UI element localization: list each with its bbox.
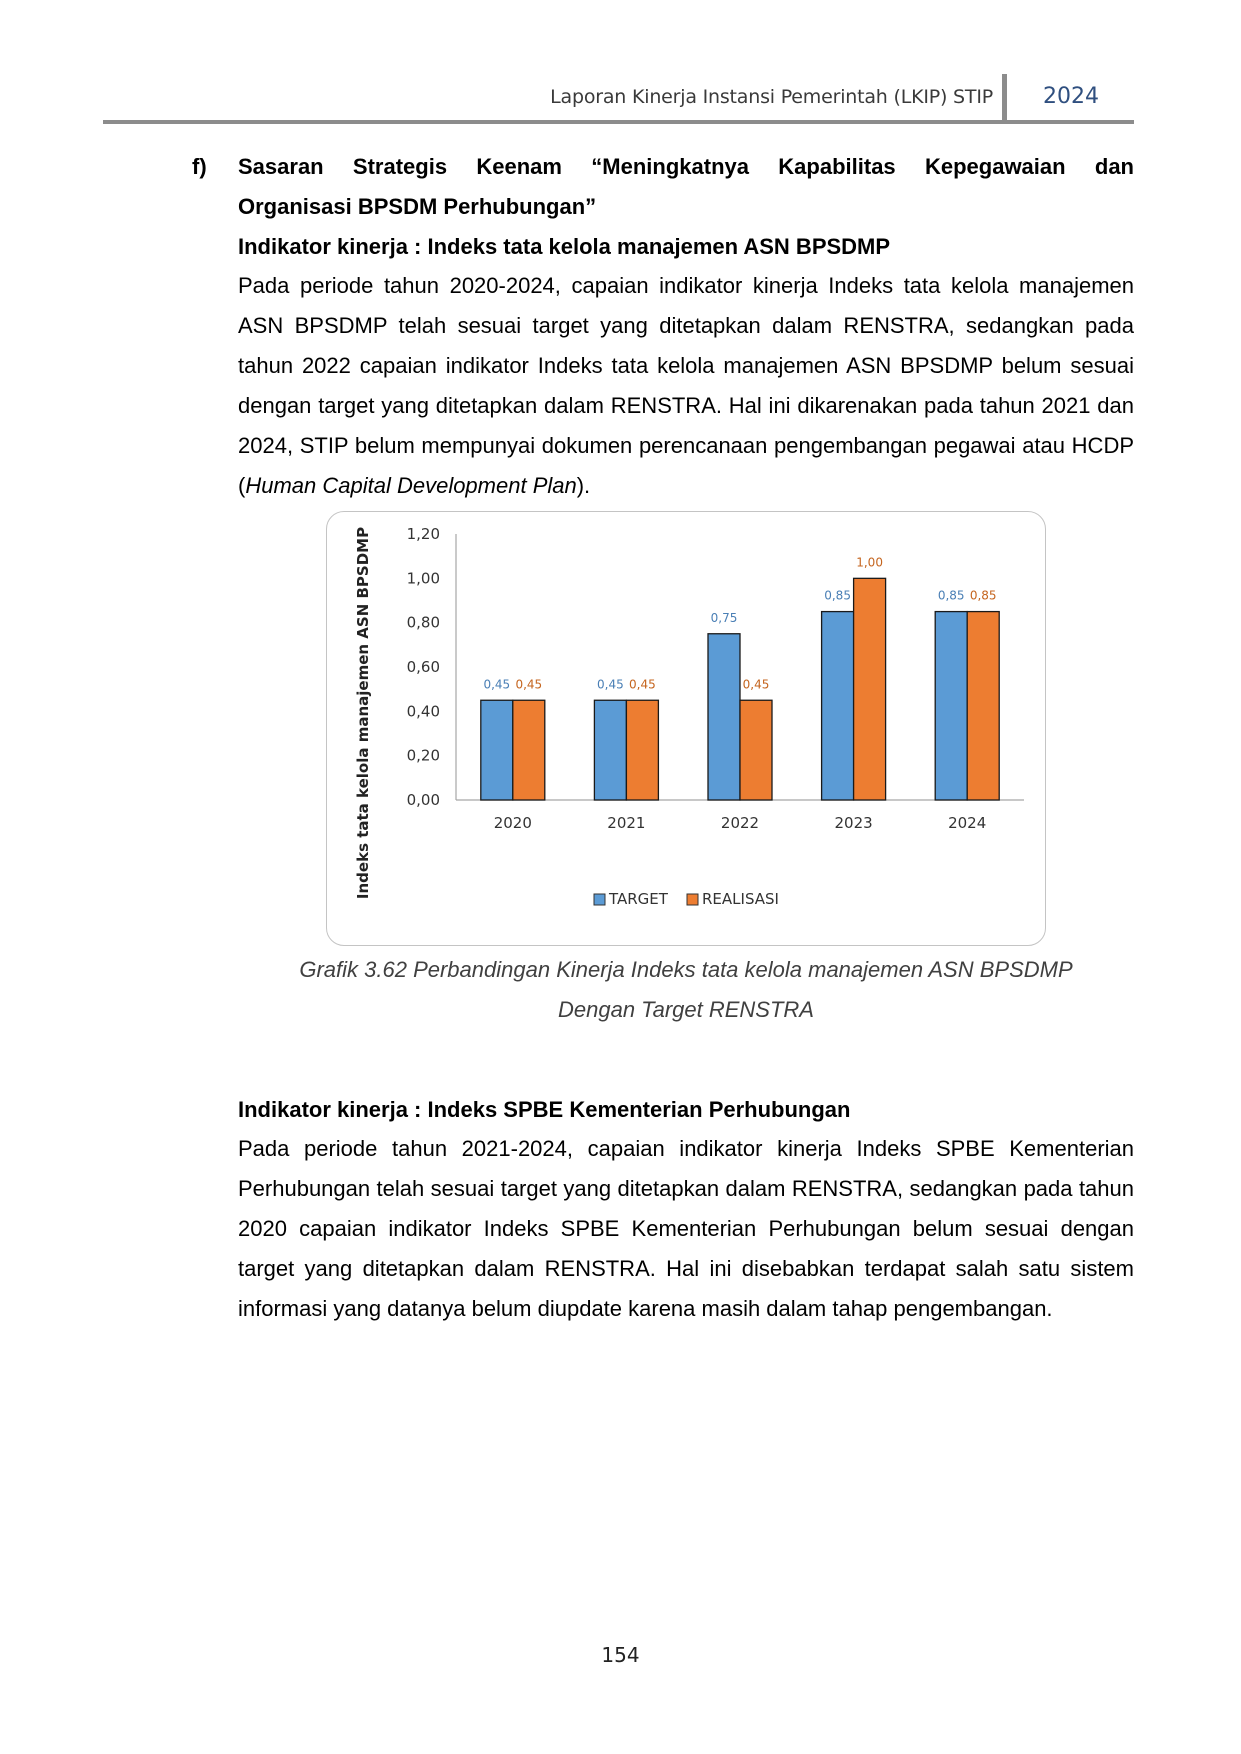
section-title-line1: Sasaran Strategis Keenam “Meningkatnya Kapabilitas Kepegawaian dan — [238, 154, 1134, 179]
paragraph-spbe: Pada periode tahun 2021-2024, capaian indikator kinerja Indeks SPBE Kementerian Perhubungan telah sesuai target yang ditetapkan dalam RENSTRA, sedangkan pada tahun 2020 capaian indikator Indeks SPBE Kementerian Perhubungan belum sesuai dengan target yang ditetapkan dalam RENSTRA. Hal ini disebabkan terdapat salah satu sistem informasi yang datanya belum diupdate karena masih dalam tahap pengembangan. — [238, 1136, 1134, 1321]
data-label-realisasi-2021: 0,45 — [629, 677, 656, 692]
bar-realisasi-2024 — [967, 612, 999, 800]
data-label-realisasi-2024: 0,85 — [969, 588, 997, 603]
data-label-realisasi-2020: 0,45 — [515, 677, 543, 692]
chart-caption-line2: Dengan Target RENSTRA — [558, 997, 814, 1022]
header-rule — [103, 120, 1134, 124]
y-tick-label: 0,80 — [406, 613, 440, 632]
x-tick-label: 2023 — [834, 814, 873, 832]
running-header-title: Laporan Kinerja Instansi Pemerintah (LKIP) STIP — [550, 86, 993, 108]
x-tick-label: 2024 — [948, 814, 987, 832]
data-label-target-2023: 0,85 — [824, 588, 851, 603]
bar-target-2024 — [935, 612, 967, 800]
paragraph-asn-text: Pada periode tahun 2020-2024, capaian indikator kinerja Indeks tata kelola manajemen ASN BPSDMP telah sesuai target yang ditetapkan dalam RENSTRA, sedangkan pada tahun 2022 capaian indikator Indeks tata kelola manajemen ASN BPSDMP belum sesuai dengan target yang ditetapkan dalam RENSTRA. Hal ini dikarenakan pada tahun 2021 dan 2024, STIP belum mempunyai dokumen perencanaan pengembangan pegawai atau HCDP ( — [238, 273, 1134, 498]
y-tick-label: 0,60 — [406, 658, 440, 676]
indicator-heading-spbe: Indikator kinerja : Indeks SPBE Kementerian Perhubungan — [238, 1097, 851, 1122]
y-tick-label: 0,20 — [406, 746, 440, 765]
bar-chart — [327, 512, 1045, 945]
bar-target-2022 — [708, 634, 740, 800]
legend-swatch-target — [594, 894, 605, 905]
indicator-heading-asn: Indikator kinerja : Indeks tata kelola manajemen ASN BPSDMP — [238, 234, 891, 259]
paragraph-asn-end: ). — [576, 473, 591, 498]
section-title-line2: Organisasi BPSDM Perhubungan” — [238, 194, 597, 219]
y-tick-label: 1,00 — [406, 569, 440, 588]
bar-target-2021 — [594, 700, 626, 800]
chart-container — [326, 511, 1046, 946]
legend-label-realisasi: REALISASI — [702, 890, 779, 908]
paragraph-asn-italic: Human Capital Development Plan — [245, 473, 577, 498]
x-tick-label: 2022 — [720, 814, 760, 832]
legend-label-target: TARGET — [609, 890, 668, 908]
bar-realisasi-2022 — [740, 700, 772, 800]
y-tick-label: 0,00 — [406, 791, 440, 809]
y-tick-label: 1,20 — [406, 525, 440, 543]
bar-realisasi-2020 — [513, 700, 545, 800]
bar-realisasi-2021 — [626, 700, 658, 800]
bar-realisasi-2023 — [854, 578, 886, 800]
legend-swatch-realisasi — [687, 894, 698, 905]
chart-caption-line1: Grafik 3.62 Perbandingan Kinerja Indeks tata kelola manajemen ASN BPSDMP — [299, 957, 1073, 982]
data-label-target-2024: 0,85 — [937, 588, 965, 603]
data-label-target-2022: 0,75 — [710, 610, 738, 625]
bar-target-2020 — [481, 700, 513, 800]
section-marker: f) — [192, 154, 207, 179]
y-tick-label: 0,40 — [406, 702, 440, 721]
paragraph-asn — [238, 266, 1134, 506]
x-tick-label: 2021 — [607, 814, 646, 832]
data-label-realisasi-2023: 1,00 — [856, 555, 883, 570]
x-tick-label: 2020 — [493, 814, 532, 832]
data-label-target-2020: 0,45 — [483, 677, 511, 692]
y-axis-title: Indeks tata kelola manajemen ASN BPSDMP — [354, 526, 372, 900]
data-label-realisasi-2022: 0,45 — [742, 677, 770, 692]
running-header-year: 2024 — [1043, 84, 1099, 109]
header-separator — [1002, 74, 1007, 124]
page-number: 154 — [601, 1643, 640, 1667]
data-label-target-2021: 0,45 — [597, 677, 624, 692]
bar-target-2023 — [822, 612, 854, 800]
